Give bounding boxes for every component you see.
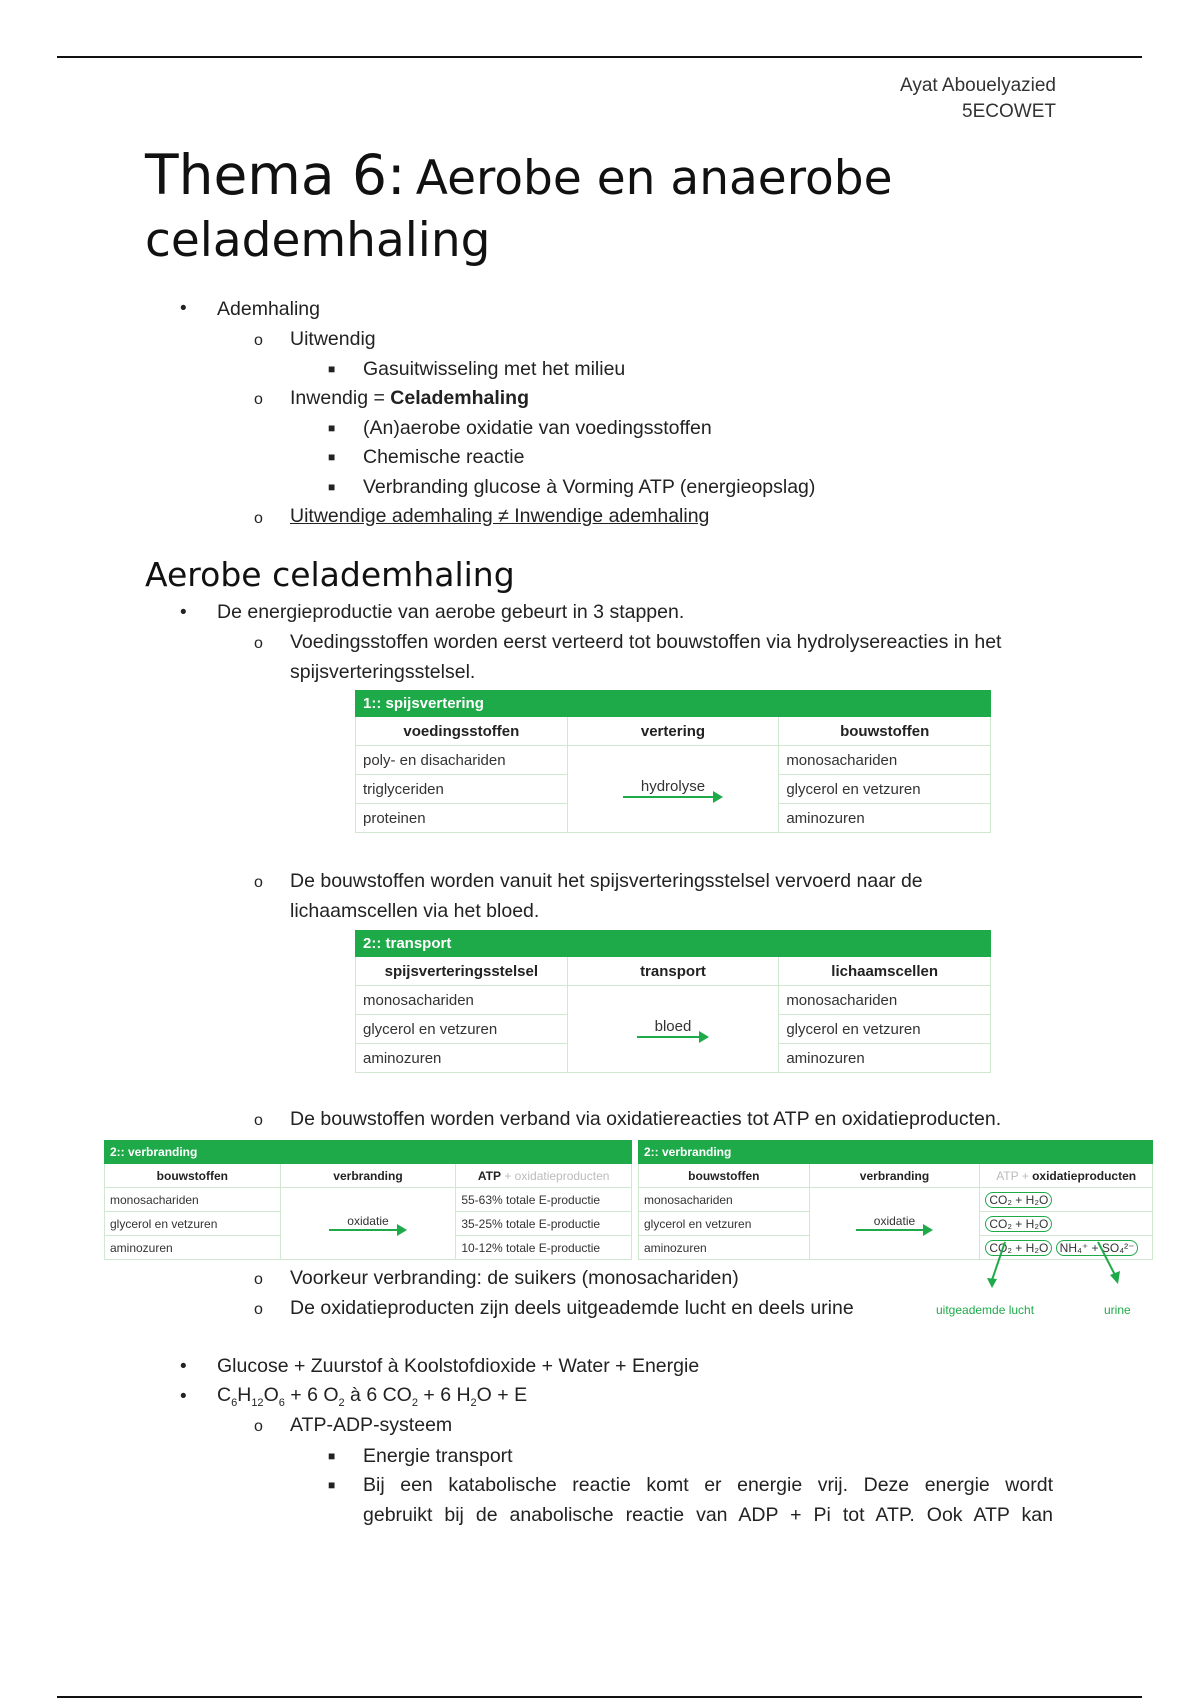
section-heading-aerobe: Aerobe celademhaling <box>145 555 515 594</box>
list-item-stappen: De energieproductie van aerobe gebeurt in 3 stappen. <box>217 601 685 623</box>
header-atp: ATP <box>477 1168 501 1183</box>
table-cell: glycerol en vetzuren <box>105 1212 281 1236</box>
table-header <box>980 1164 1153 1188</box>
list-item-uitwendig: Uitwendig <box>290 328 376 350</box>
katabolisch-line1: Bij een katabolische reactie komt er energie vrij. Deze energie wordt <box>363 1474 1053 1496</box>
arrow-urine-icon <box>1098 1242 1115 1275</box>
table-header: verbranding <box>280 1164 456 1188</box>
header-oxidatieproducten: oxidatieproducten <box>1032 1168 1137 1183</box>
square-bullet-icon: ■ <box>328 1478 336 1492</box>
table-cell: monosachariden <box>639 1188 810 1212</box>
arrow-right-icon <box>637 1018 710 1041</box>
table-cell: glycerol en vetzuren <box>356 1015 568 1044</box>
table-verbranding-atp <box>104 1140 632 1260</box>
table-cell <box>980 1212 1153 1236</box>
table-cell-process <box>809 1188 980 1260</box>
list-item-gasuitwisseling: Gasuitwisseling met het milieu <box>363 358 626 380</box>
circle-bullet-icon: o <box>254 1271 263 1288</box>
table-cell: monosachariden <box>105 1188 281 1212</box>
footer-rule <box>57 1696 1142 1698</box>
table-header: vertering <box>567 717 779 746</box>
label-urine: urine <box>1104 1303 1131 1317</box>
table-caption: 2:: transport <box>356 931 991 957</box>
title-line2: celademhaling <box>145 213 491 268</box>
table-header: voedingsstoffen <box>356 717 568 746</box>
table-header: verbranding <box>809 1164 980 1188</box>
table-header: bouwstoffen <box>639 1164 810 1188</box>
list-item-oxidatieproducten: De oxidatieproducten zijn deels uitgeademde lucht en deels urine <box>290 1297 854 1319</box>
table-spijsvertering <box>355 690 991 833</box>
table-cell: aminozuren <box>639 1236 810 1260</box>
list-item-vergelijking: Uitwendige ademhaling ≠ Inwendige ademhaling <box>290 505 710 527</box>
product-co2-h2o: CO₂ + H₂O <box>985 1240 1052 1256</box>
product-co2-h2o: CO₂ + H₂O <box>985 1192 1052 1208</box>
list-item-voorkeur: Voorkeur verbranding: de suikers (monosachariden) <box>290 1267 739 1289</box>
label-uitgeademde-lucht: uitgeademde lucht <box>936 1303 1035 1317</box>
table-cell: aminozuren <box>779 1044 991 1073</box>
square-bullet-icon: ■ <box>328 450 336 464</box>
circle-bullet-icon: o <box>254 391 263 408</box>
table-cell: aminozuren <box>779 804 991 833</box>
circle-bullet-icon: o <box>254 635 263 652</box>
list-item-verbranding: Verbranding glucose à Vorming ATP (energieopslag) <box>363 476 816 498</box>
stap2-line2: lichaamscellen via het bloed. <box>290 900 540 922</box>
stap1-line1: Voedingsstoffen worden eerst verteerd tot bouwstoffen via hydrolysereacties in het <box>290 631 1002 653</box>
list-item-formule: $C_6H_{12}O_6 + 6$ $O_2$ à 6 $CO_2 + 6$ $H_2O + E$ <box>217 1384 528 1409</box>
inwendig-bold: Celademhaling <box>390 387 529 409</box>
bullet-icon: • <box>180 1356 187 1377</box>
product-nh4-so4: NH₄⁺ + SO₄²⁻ <box>1056 1240 1139 1256</box>
title-line1: Aerobe en anaerobe <box>415 151 893 206</box>
table-cell: poly- en disachariden <box>356 746 568 775</box>
stap1-line2: spijsverteringsstelsel. <box>290 661 476 683</box>
table-cell: aminozuren <box>356 1044 568 1073</box>
table-header <box>456 1164 632 1188</box>
table-caption: 2:: verbranding <box>105 1141 632 1164</box>
bullet-icon: • <box>180 602 187 623</box>
table-cell: 35-25% totale E-productie <box>456 1212 632 1236</box>
circle-bullet-icon: o <box>254 1301 263 1318</box>
header-atp-muted: ATP + <box>996 1168 1033 1183</box>
circle-bullet-icon: o <box>254 510 263 527</box>
product-co2-h2o: CO₂ + H₂O <box>985 1216 1052 1232</box>
circle-bullet-icon: o <box>254 1112 263 1129</box>
table-cell: monosachariden <box>779 986 991 1015</box>
table-cell: glycerol en vetzuren <box>779 1015 991 1044</box>
list-item-atp-adp: ATP-ADP-systeem <box>290 1414 453 1436</box>
square-bullet-icon: ■ <box>328 480 336 494</box>
table-cell-process <box>567 986 779 1073</box>
title-prefix: Thema 6: <box>145 143 406 207</box>
process-label: hydrolyse <box>640 777 706 795</box>
circle-bullet-icon: o <box>254 874 263 891</box>
table-header: transport <box>567 957 779 986</box>
table-cell: monosachariden <box>779 746 991 775</box>
process-label: oxidatie <box>873 1213 916 1228</box>
list-item-oxidatie: (An)aerobe oxidatie van voedingsstoffen <box>363 417 712 439</box>
products-arrows-diagram <box>960 1240 1140 1300</box>
list-item-reactie-woorden: Glucose + Zuurstof à Koolstofdioxide + Water + Energie <box>217 1355 700 1377</box>
table-header: lichaamscellen <box>779 957 991 986</box>
katabolisch-line2: gebruikt bij de anabolische reactie van ADP + Pi tot ATP. Ook ATP kan <box>363 1504 1053 1526</box>
process-label: bloed <box>654 1017 692 1035</box>
table-cell: 10-12% totale E-productie <box>456 1236 632 1260</box>
arrow-right-icon <box>856 1214 933 1234</box>
table-header: bouwstoffen <box>105 1164 281 1188</box>
table-cell: 55-63% totale E-productie <box>456 1188 632 1212</box>
square-bullet-icon: ■ <box>328 362 336 376</box>
table-cell-process <box>567 746 779 833</box>
table-cell: glycerol en vetzuren <box>779 775 991 804</box>
arrow-right-icon <box>329 1214 406 1234</box>
table-caption: 1:: spijsvertering <box>356 691 991 717</box>
table-cell: monosachariden <box>356 986 568 1015</box>
list-item-chemische: Chemische reactie <box>363 446 525 468</box>
list-item-inwendig <box>290 387 529 410</box>
bullet-icon: • <box>180 298 187 319</box>
page-title <box>145 143 893 274</box>
square-bullet-icon: ■ <box>328 1449 336 1463</box>
table-header: spijsverteringsstelsel <box>356 957 568 986</box>
table-cell: aminozuren <box>105 1236 281 1260</box>
table-header: bouwstoffen <box>779 717 991 746</box>
stap3-text: De bouwstoffen worden verband via oxidatiereacties tot ATP en oxidatieproducten. <box>290 1108 1002 1130</box>
process-label: oxidatie <box>347 1213 389 1228</box>
square-bullet-icon: ■ <box>328 421 336 435</box>
table-caption: 2:: verbranding <box>639 1141 1153 1164</box>
arrow-lucht-icon <box>992 1242 1005 1280</box>
author-name: Ayat Abouelyazied <box>900 75 1056 96</box>
table-cell <box>980 1188 1153 1212</box>
table-cell-process <box>280 1188 456 1260</box>
table-cell: proteinen <box>356 804 568 833</box>
table-cell: glycerol en vetzuren <box>639 1212 810 1236</box>
circle-bullet-icon: o <box>254 332 263 349</box>
author-block <box>900 73 1056 125</box>
header-rule <box>57 56 1142 58</box>
stap2-line1: De bouwstoffen worden vanuit het spijsverteringsstelsel vervoerd naar de <box>290 870 923 892</box>
bullet-icon: • <box>180 1386 187 1407</box>
table-transport <box>355 930 991 1073</box>
table-cell: triglyceriden <box>356 775 568 804</box>
arrowhead-lucht-icon <box>987 1278 997 1288</box>
arrow-right-icon <box>623 778 723 801</box>
header-oxidatieproducten-muted: + oxidatieproducten <box>501 1168 610 1183</box>
list-item-ademhaling: Ademhaling <box>217 298 320 320</box>
inwendig-prefix: Inwendig = <box>290 387 391 409</box>
author-class: 5ECOWET <box>962 101 1056 122</box>
list-item-energie-transport: Energie transport <box>363 1445 513 1467</box>
circle-bullet-icon: o <box>254 1418 263 1435</box>
